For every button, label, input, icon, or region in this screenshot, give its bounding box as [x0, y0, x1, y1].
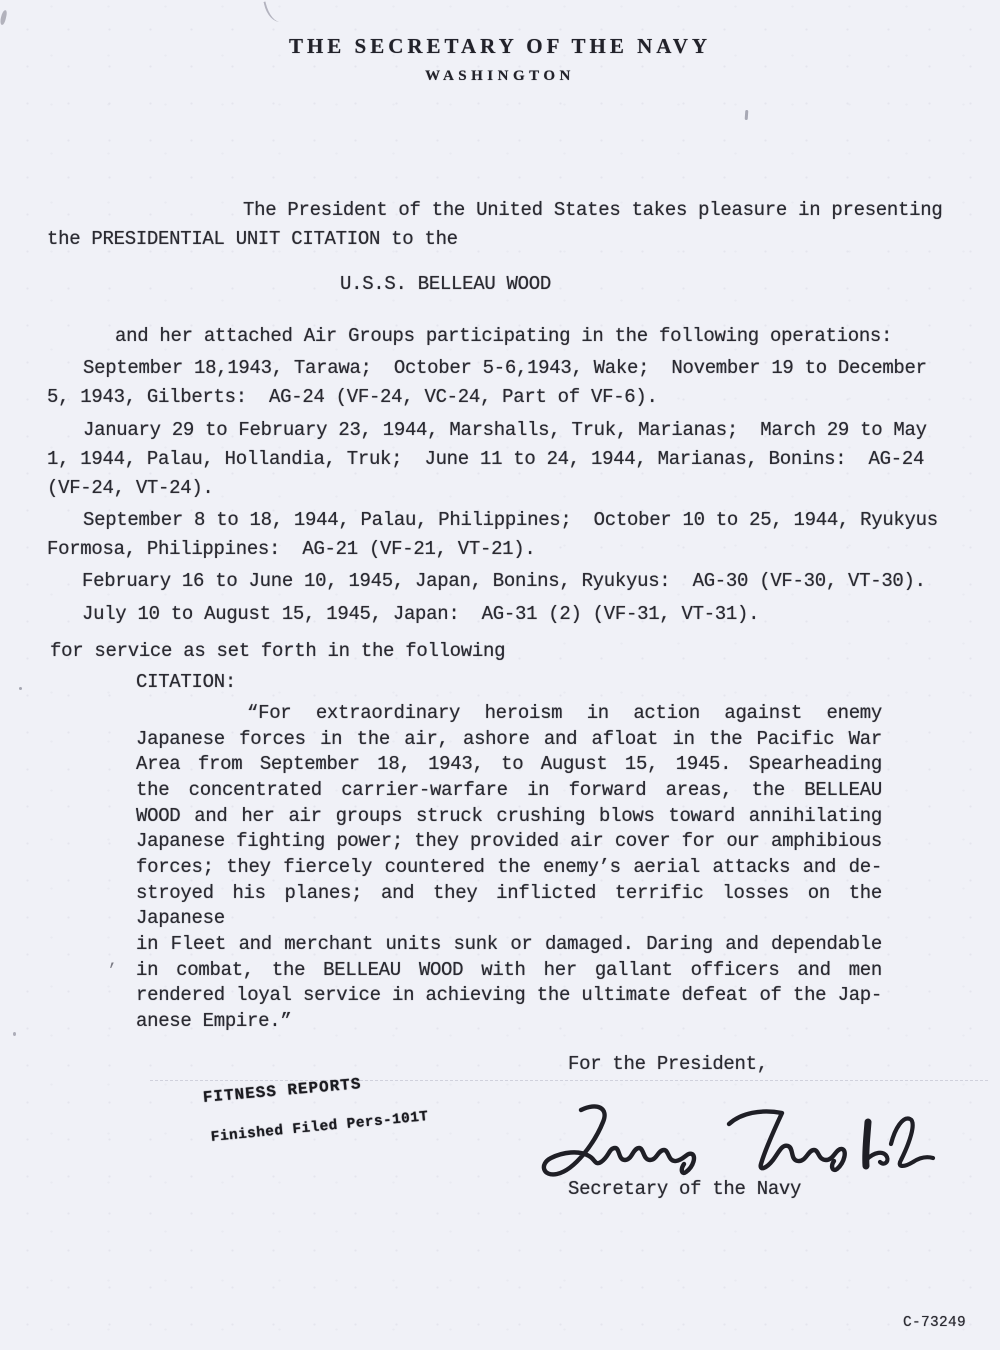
citation-paragraph [136, 701, 882, 1035]
scan-artifact-dash [745, 110, 749, 120]
citation-line: Japanese forces in the air, ashore and afloat in the Pacific War [136, 727, 882, 750]
citation-line: stroyed his planes; and they inflicted terrific losses on the Japanese [136, 881, 882, 930]
reference-number: C-73249 [903, 1315, 967, 1331]
letterhead-title: THE SECRETARY OF THE NAVY [288, 34, 712, 58]
operations-line: Formosa, Philippines: AG-21 (VF-21, VT-21). [47, 538, 536, 560]
operations-line: 1, 1944, Palau, Hollandia, Truk; June 11 to 24, 1944, Marianas, Bonins: AG-24 [47, 448, 925, 470]
citation-line: forces; they fiercely countered the enemy’s aerial attacks and de- [136, 855, 882, 878]
scan-artifact-speck [13, 1032, 16, 1036]
operations-line: 5, 1943, Gilberts: AG-24 (VF-24, VC-24, Part of VF-6). [47, 386, 658, 408]
signer-title: Secretary of the Navy [568, 1178, 802, 1200]
operations-line: (VF-24, VT-24). [47, 477, 214, 499]
citation-line: in combat, the BELLEAU WOOD with her gallant officers and men [136, 958, 882, 981]
operations-line: January 29 to February 23, 1944, Marshalls, Truk, Marianas; March 29 to May [83, 419, 927, 441]
fitness-reports-stamp: FITNESS REPORTS [202, 1075, 363, 1107]
ship-name: U.S.S. BELLEAU WOOD [340, 273, 551, 295]
intro-line-2: the PRESIDENTIAL UNIT CITATION to the [47, 228, 458, 250]
operations-line: September 8 to 18, 1944, Palau, Philippines; October 10 to 25, 1944, Ryukyus [83, 509, 938, 531]
filed-pers-stamp: Finished Filed Pers-101T [210, 1109, 430, 1146]
operations-line: July 10 to August 15, 1945, Japan: AG-31 (2) (VF-31, VT-31). [82, 603, 760, 625]
citation-line: the concentrated carrier-warfare in forward areas, the BELLEAU [136, 778, 882, 801]
citation-line: Japanese fighting power; they provided air cover for our amphibious [136, 830, 882, 853]
service-line: for service as set forth in the following [50, 640, 506, 662]
scan-artifact-speck [19, 687, 22, 690]
citation-line: rendered loyal service in achieving the ultimate defeat of the Jap- [136, 984, 882, 1007]
air-groups-line: and her attached Air Groups participating in the following operations: [115, 325, 893, 347]
citation-line: Area from September 18, 1943, to August 15, 1945. Spearheading [136, 753, 882, 776]
intro-line-1: The President of the United States takes pleasure in presenting [243, 199, 943, 221]
scan-artifact-comma-mark: , [108, 952, 119, 971]
citation-line: anese Empire.” [136, 1009, 292, 1032]
scan-artifact-top-squiggle [263, 0, 281, 24]
operations-line: September 18,1943, Tarawa; October 5-6,1943, Wake; November 19 to December [83, 357, 927, 379]
operations-line: February 16 to June 10, 1945, Japan, Bonins, Ryukyus: AG-30 (VF-30, VT-30). [82, 570, 926, 592]
citation-label: CITATION: [136, 671, 236, 693]
for-the-president-line: For the President, [568, 1053, 768, 1075]
citation-line: in Fleet and merchant units sunk or damaged. Daring and dependable [136, 932, 882, 955]
citation-line: WOOD and her air groups struck crushing blows toward annihilating [136, 804, 882, 827]
scan-artifact-dotted-line [150, 1080, 988, 1081]
scan-artifact-corner-mark [0, 10, 8, 26]
letterhead-location: WASHINGTON [425, 68, 575, 84]
citation-line: “For extraordinary heroism in action against enemy [247, 702, 882, 724]
